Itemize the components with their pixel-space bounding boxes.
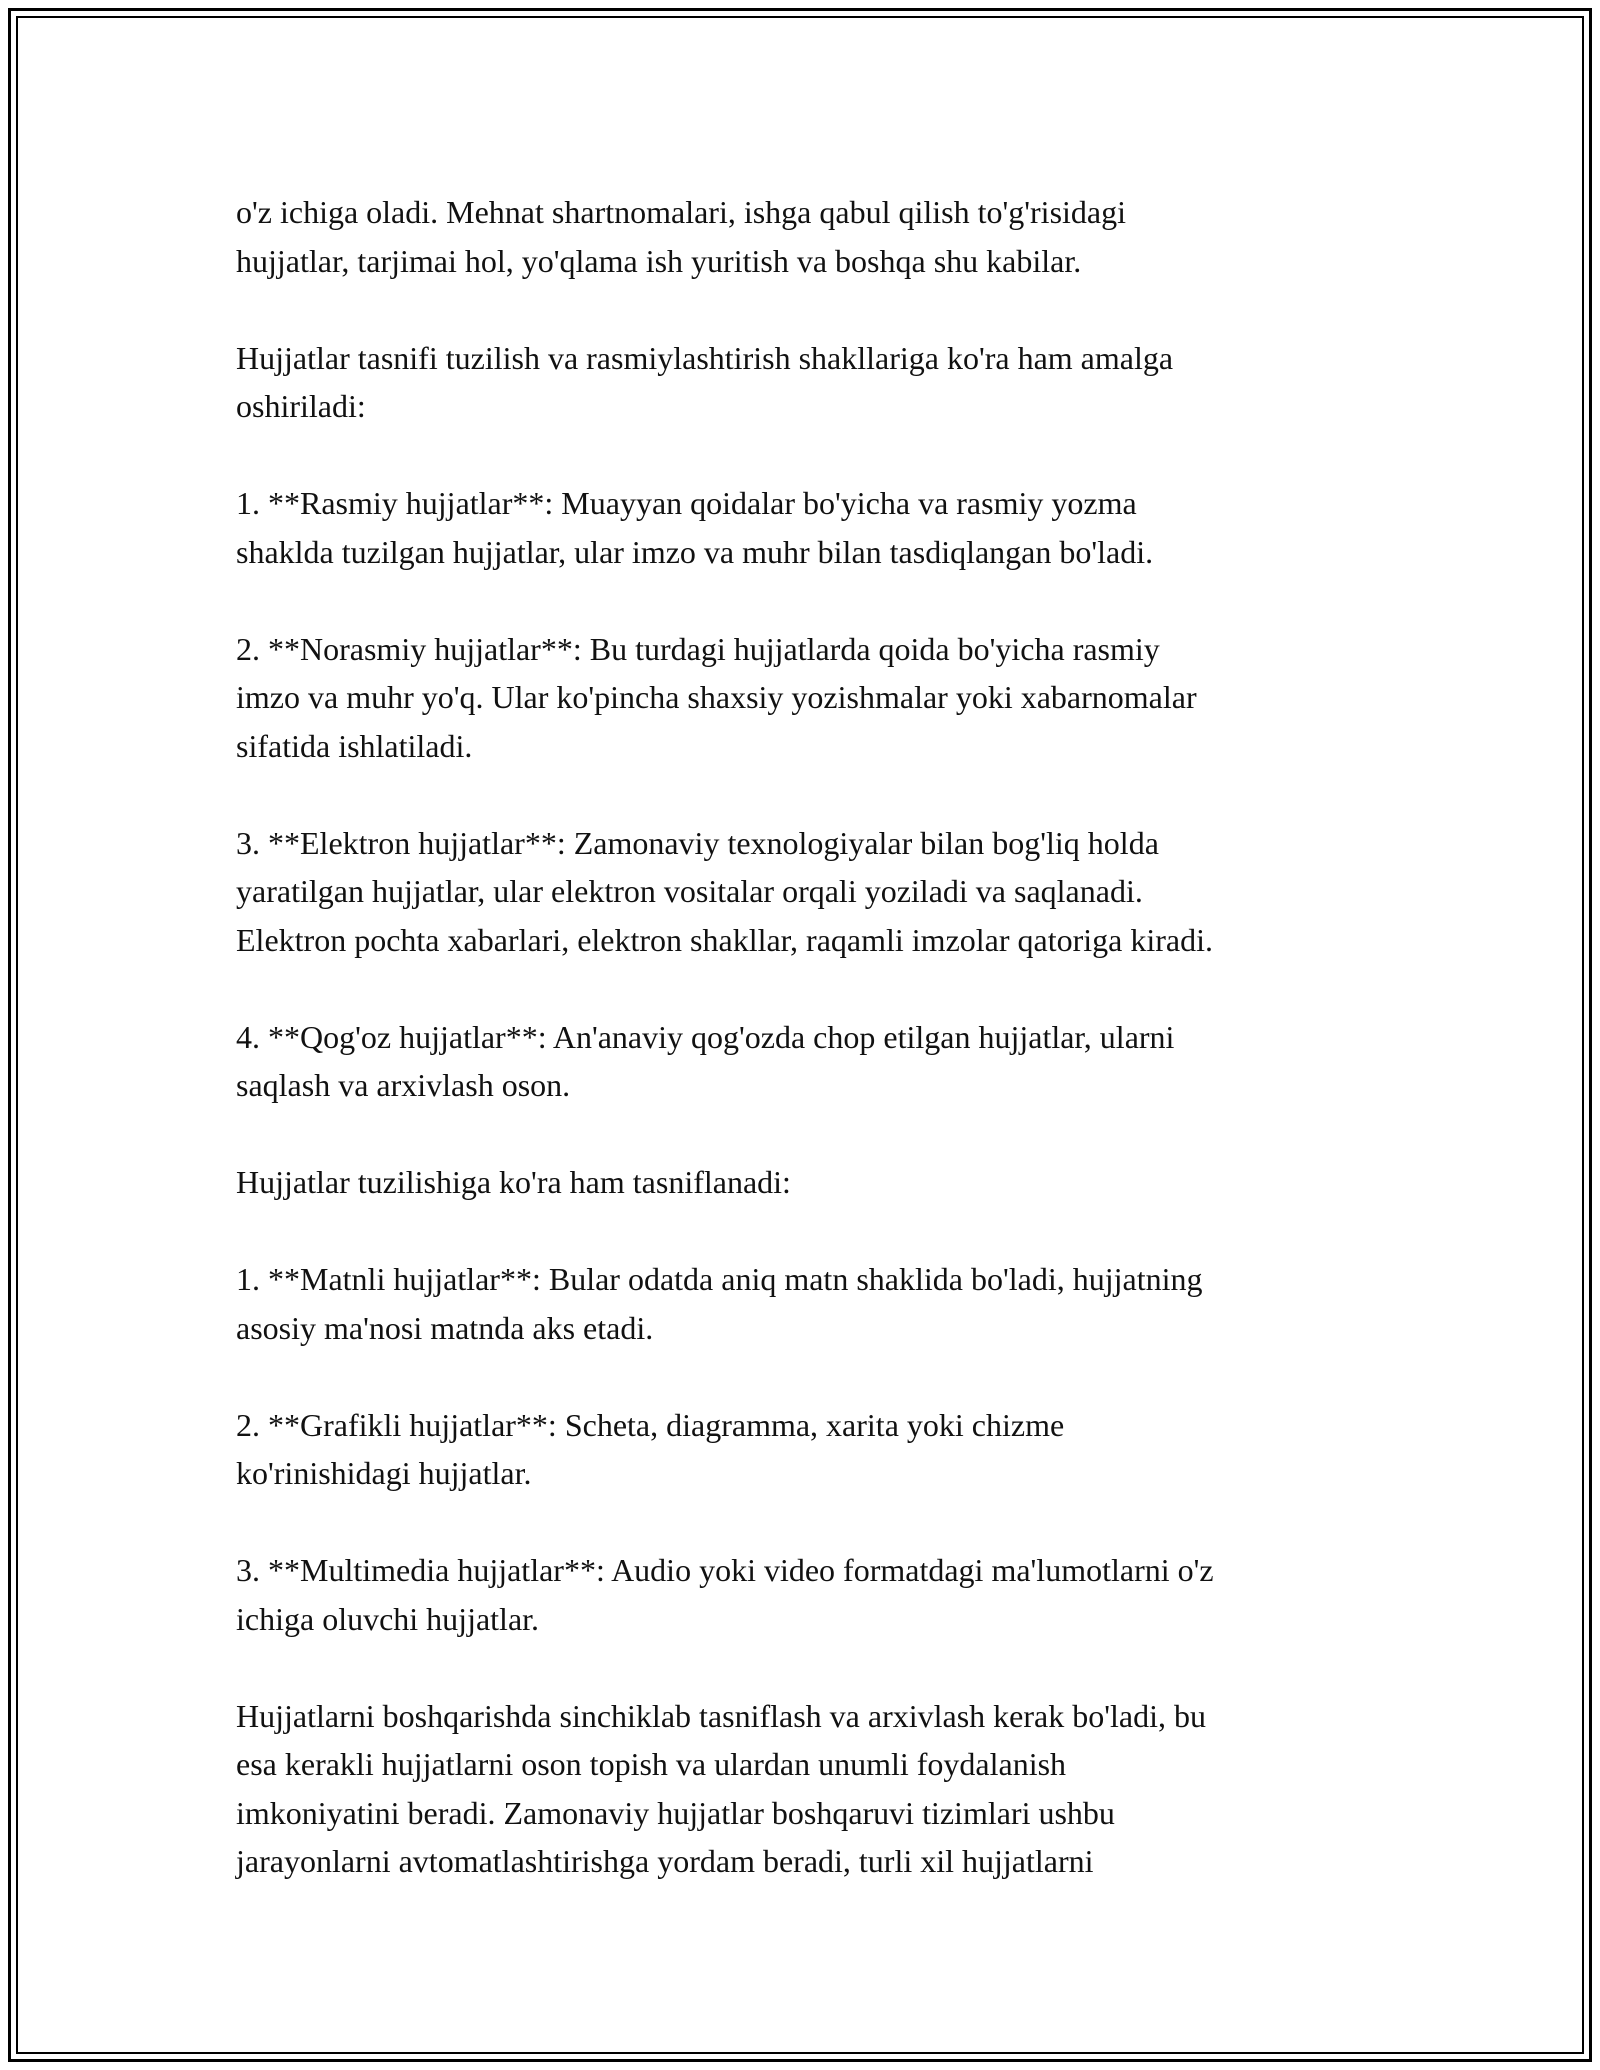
paragraph-management-conclusion: Hujjatlarni boshqarishda sinchiklab tasniflash va arxivlash kerak bo'ladi, bu esa kerakli hujjatlarni oson topish va ulardan unumli foydalanish imkoniyatini beradi. Zamonaviy hujjatlar boshqaruvi tizimlari ushbu jarayonlarni avtomatlashtirishga yordam beradi, turli xil hujjatlarni: [236, 1697, 1206, 1879]
document-body: [236, 188, 1376, 1886]
paragraph-continuation: o'z ichiga oladi. Mehnat shartnomalari, ishga qabul qilish to'g'risidagi hujjatlar, tarjimai hol, yo'qlama ish yuritish va boshqa shu kabilar.: [236, 194, 1126, 279]
list-item-informal-documents: 2. **Norasmiy hujjatlar**: Bu turdagi hujjatlarda qoida bo'yicha rasmiy imzo va muhr yo'q. Ular ko'pincha shaxsiy yozishmalar yoki xabarnomalar sifatida ishlatiladi.: [236, 630, 1197, 764]
list-item-paper-documents: 4. **Qog'oz hujjatlar**: An'anaviy qog'ozda chop etilgan hujjatlar, ularni saqlash va arxivlash oson.: [236, 1018, 1175, 1103]
paragraph-classification-intro: Hujjatlar tasnifi tuzilish va rasmiylashtirish shakllariga ko'ra ham amalga oshiriladi:: [236, 339, 1174, 424]
list-item-official-documents: 1. **Rasmiy hujjatlar**: Muayyan qoidalar bo'yicha va rasmiy yozma shaklda tuzilgan hujjatlar, ular imzo va muhr bilan tasdiqlangan bo'ladi.: [236, 485, 1154, 570]
list-item-electronic-documents: 3. **Elektron hujjatlar**: Zamonaviy texnologiyalar bilan bog'liq holda yaratilgan hujjatlar, ular elektron vositalar orqali yoziladi va saqlanadi. Elektron pochta xabarlari, elektron shakllar, raqamli imzolar qatoriga kiradi.: [236, 824, 1213, 958]
list-item-text-documents: 1. **Matnli hujjatlar**: Bular odatda aniq matn shaklida bo'ladi, hujjatning asosiy ma'nosi matnda aks etadi.: [236, 1261, 1203, 1346]
list-item-graphic-documents: 2. **Grafikli hujjatlar**: Scheta, diagramma, xarita yoki chizme ko'rinishidagi hujjatlar.: [236, 1406, 1065, 1491]
paragraph-structure-intro: Hujjatlar tuzilishiga ko'ra ham tasniflanadi:: [236, 1164, 791, 1200]
list-item-multimedia-documents: 3. **Multimedia hujjatlar**: Audio yoki video formatdagi ma'lumotlarni o'z ichiga oluvchi hujjatlar.: [236, 1552, 1214, 1637]
